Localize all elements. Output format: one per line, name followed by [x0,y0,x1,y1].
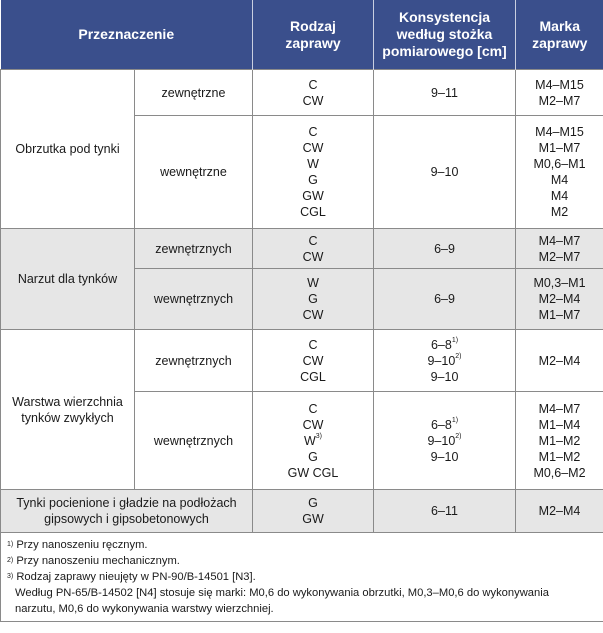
mortar-type: CW [302,93,324,108]
mortar-type: CW [302,417,324,432]
mark-value: M1–M7 [538,141,581,155]
mark-value: M2–M7 [538,249,581,264]
mortar-type: G [308,449,318,464]
mortar-type: CW [302,249,324,264]
purpose-line: gipsowych i gipsobetonowych [44,512,209,526]
consistency-cell: 9–10 [374,116,516,229]
mortar-type-cell [253,330,374,392]
mortar-type: CW [302,141,324,155]
mortar-type: GW CGL [287,465,339,480]
sub-purpose-cell: wewnętrznych [135,392,253,490]
mortar-type: W [307,157,319,171]
mortar-type: CW [302,353,324,368]
mortar-type-cell [253,116,374,229]
mark-value: M2 [550,205,569,219]
mark-value: M0,3–M1 [533,276,586,290]
mark-value: M1–M7 [538,308,581,322]
consistency-value: 9–10 [430,369,459,384]
purpose-cell [1,490,253,533]
mark-cell [516,70,603,116]
mark-value: M2–M4 [538,292,581,306]
mark-value: M2–M7 [538,93,581,108]
consistency-cell: 6–9 [374,269,516,330]
table-row [1,70,603,116]
mark-value: M4–M15 [535,77,584,92]
mark-value: M1–M2 [538,433,581,448]
sub-purpose-cell: wewnętrzne [135,116,253,229]
mortar-type: CGL [300,205,326,219]
consistency-value: 9–10$^{2)}$ [427,352,462,368]
header-mortar-type [253,0,374,70]
footnote-2: $^{2)}$ Przy nanoszeniu mechanicznym. [7,555,180,567]
header-mark-line2: zaprawy [532,34,588,51]
footnote-3: $^{3)}$ Rodzaj zaprawy nieujęty w PN-90/B-14501 [N3]. [7,571,256,583]
sub-purpose-cell: zewnętrzne [135,70,253,116]
header-mortar-type-line2: zaprawy [285,34,341,51]
header-mark [516,0,603,70]
mark-value: M0,6–M2 [533,465,586,480]
sub-purpose-cell: zewnętrznych [135,330,253,392]
mortar-type: GW [302,189,324,203]
mortar-type: C [308,233,318,248]
footnotes-cell [1,533,603,622]
mortar-type: G [308,496,318,510]
mark-cell [516,269,603,330]
purpose-line: tynków zwykłych [21,410,114,425]
consistency-cell [374,392,516,490]
consistency-value: 6–8$^{1)}$ [430,416,459,432]
header-consistency-line2: według stożka [396,26,493,42]
footnote-1: $^{1)}$ Przy nanoszeniu ręcznym. [7,539,148,551]
mortar-type: W [307,276,319,290]
header-consistency-line1: Konsystencja [398,9,491,25]
footnote-ref: 1) [451,416,459,424]
purpose-line: Warstwa wierzchnia [12,394,123,409]
table-row [1,229,603,269]
table-row [1,490,603,533]
mortar-type: C [308,125,318,139]
purpose-line: Tynki pocienione i gładzie na podłożach [16,496,237,510]
mortar-type: C [308,77,318,92]
mortar-type-cell [253,392,374,490]
mark-value: M4 [550,173,569,187]
mark-value: M4 [550,189,569,203]
mark-value: M1–M4 [538,417,581,432]
mark-value: M4–M7 [538,401,581,416]
footnote-4-line2: narzutu, M0,6 do wykonywania warstwy wierzchniej. [15,603,274,615]
mark-cell [516,229,603,269]
mortar-type: C [308,337,318,352]
header-consistency [374,0,516,70]
mark-value: M4–M15 [535,125,584,139]
footnotes-row [1,533,603,622]
table-row [1,330,603,392]
mark-value: M1–M2 [538,449,581,464]
mortar-type-cell [253,229,374,269]
mark-cell: M2–M4 [516,490,603,533]
consistency-value: 9–10$^{2)}$ [427,432,462,448]
sub-purpose-cell: wewnętrznych [135,269,253,330]
header-mark-line1: Marka [539,17,580,34]
mark-value: M0,6–M1 [533,157,586,171]
mortar-type-cell [253,70,374,116]
purpose-cell [1,330,135,490]
footnote-ref: 3) [315,432,323,440]
mark-cell [516,392,603,490]
footnote-ref: 1) [451,336,459,344]
mortar-type: GW [302,512,324,526]
footnote-4-line1: Według PN-65/B-14502 [N4] stosuje się marki: M0,6 do wykonywania obrzutki, M0,3–M0,6 do wykonywania [15,587,549,599]
table-header-row [1,0,603,70]
mortar-type-cell [253,269,374,330]
mortar-type: CW [302,308,324,322]
consistency-value: 6–8$^{1)}$ [430,336,459,352]
consistency-cell [374,330,516,392]
mark-cell [516,116,603,229]
header-purpose: Przeznaczenie [1,0,253,70]
consistency-cell: 6–9 [374,229,516,269]
header-consistency-line3: pomiarowego [cm] [382,43,507,59]
consistency-cell: 9–11 [374,70,516,116]
mortar-type: C [308,401,318,416]
mark-cell: M2–M4 [516,330,603,392]
mortar-type: G [308,173,318,187]
mortar-type: $W^{3)}$ [303,432,323,448]
sub-purpose-cell: zewnętrznych [135,229,253,269]
mortar-type: CGL [300,369,326,384]
purpose-cell: Narzut dla tynków [1,229,135,330]
header-mortar-type-line1: Rodzaj [290,17,336,34]
footnote-ref: 2) [455,352,462,360]
mark-value: M4–M7 [538,233,581,248]
purpose-cell: Obrzutka pod tynki [1,70,135,229]
mortar-type: G [308,292,318,306]
consistency-cell: 6–11 [374,490,516,533]
mortar-type-cell [253,490,374,533]
footnote-ref: 2) [455,432,462,440]
consistency-value: 9–10 [430,449,459,464]
